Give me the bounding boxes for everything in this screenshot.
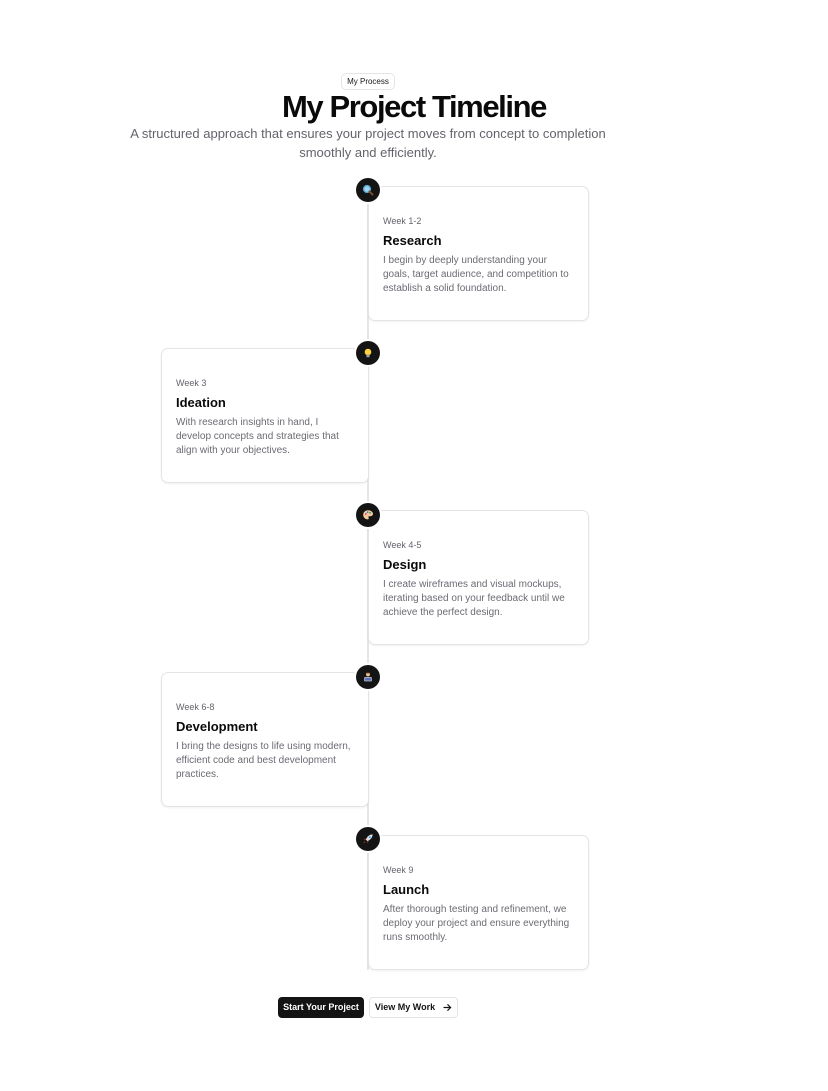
step-week: Week 9 [383,865,414,875]
palette-icon [362,509,374,521]
step-description: I bring the designs to life using modern, efficient code and best development practices. [176,741,351,780]
section-badge: My Process [341,73,395,90]
step-description: After thorough testing and refinement, we deploy your project and ensure everything runs smoothly. [383,904,570,943]
step-week: Week 4-5 [383,540,422,550]
arrow-right-icon [443,1003,452,1012]
step-week: Week 6-8 [176,702,215,712]
view-work-label: View My Work [374,1002,436,1012]
step-title: Development [176,719,258,734]
rocket-icon [362,833,374,845]
timeline-node-launch [356,827,380,851]
timeline-card-ideation [161,348,369,483]
step-week: Week 3 [176,378,207,388]
timeline-card-research [368,186,589,321]
step-title: Launch [383,882,430,897]
page-title: My Project Timeline [282,89,546,124]
timeline-node-ideation [356,341,380,365]
timeline-card-development [161,672,369,807]
start-project-button[interactable]: Start Your Project [278,997,364,1018]
step-week: Week 1-2 [383,216,422,226]
timeline-card-launch [368,835,589,970]
timeline-node-development [356,665,380,689]
page-subtitle: A structured approach that ensures your project moves from concept to completion smoothly and efficiently. [130,126,606,160]
timeline-node-design [356,503,380,527]
timeline-node-research [356,178,380,202]
timeline-card-design [368,510,589,645]
view-work-button[interactable] [369,997,458,1018]
step-description: I begin by deeply understanding your goals, target audience, and competition to establish a solid foundation. [383,255,569,294]
step-title: Ideation [176,395,226,410]
step-title: Research [383,233,442,248]
light-bulb-icon [362,347,374,359]
step-description: With research insights in hand, I develop concepts and strategies that align with your objectives. [176,417,339,456]
magnifying-glass-icon [362,184,374,196]
step-title: Design [383,557,427,572]
step-description: I create wireframes and visual mockups, iterating based on your feedback until we achieve the perfect design. [383,579,565,618]
developer-icon [362,671,374,683]
